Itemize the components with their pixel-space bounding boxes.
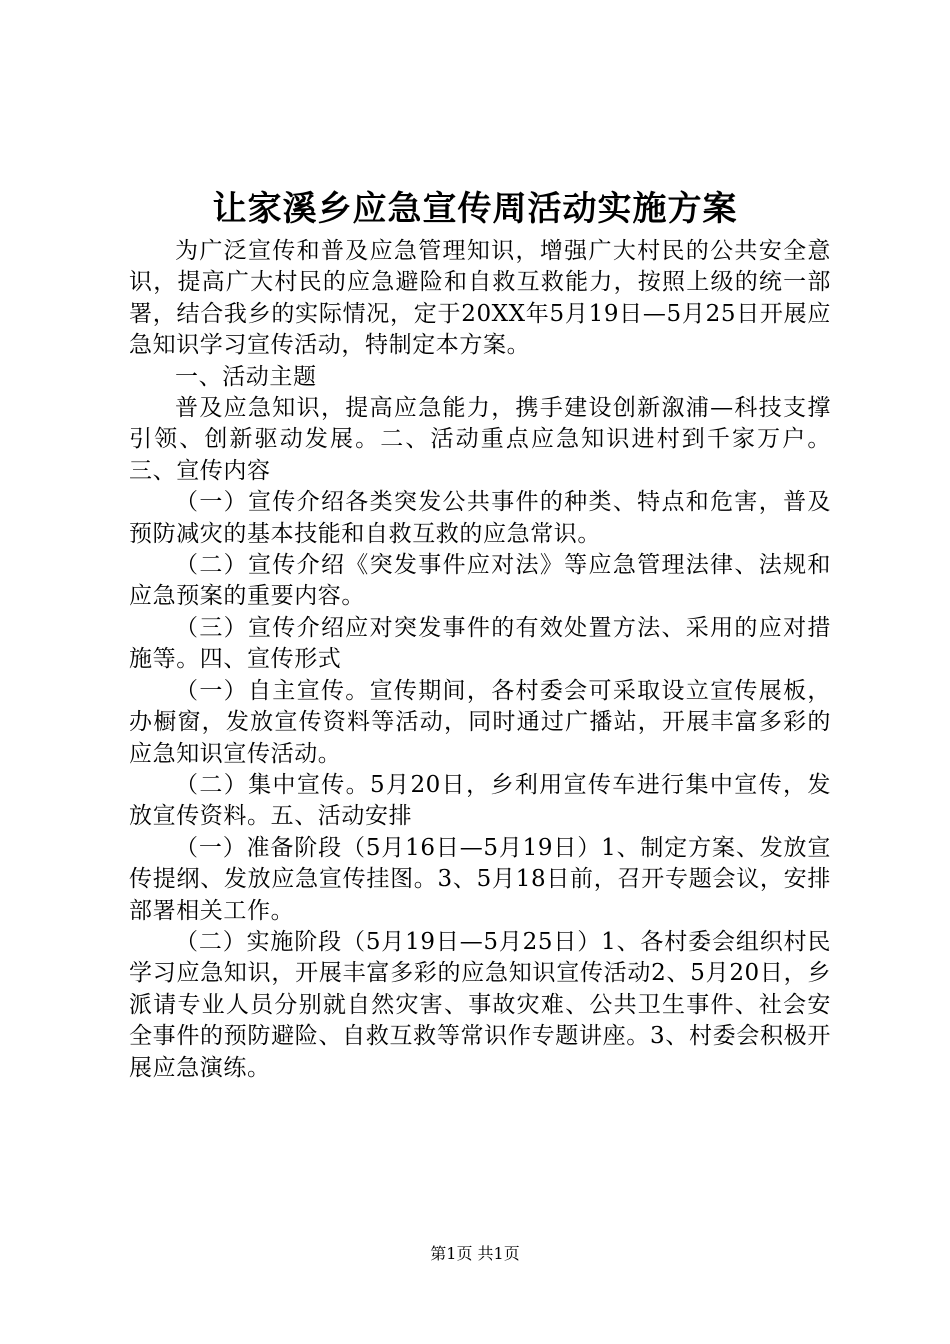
paragraph-section-1-heading: 一、活动主题	[175, 363, 317, 390]
paragraph-content-1: （一）宣传介绍各类突发公共事件的种类、特点和危害，普及预防减灾的基本技能和自救互救的应急常识。	[129, 489, 831, 547]
paragraph-schedule-1: （一）准备阶段（5月16日—5月19日）1、制定方案、发放宣传提纲、发放应急宣传挂图。3、5月18日前，召开专题会议，安排部署相关工作。	[129, 834, 831, 924]
paragraph-form-1: （一）自主宣传。宣传期间，各村委会可采取设立宣传展板，办橱窗，发放宣传资料等活动，同时通过广播站，开展丰富多彩的应急知识宣传活动。	[129, 677, 831, 767]
paragraph-content-3: （三）宣传介绍应对突发事件的有效处置方法、采用的应对措施等。四、宣传形式	[129, 614, 831, 673]
document-title: 让家溪乡应急宣传周活动实施方案	[212, 189, 738, 229]
paragraph-form-2: （二）集中宣传。5月20日，乡利用宣传车进行集中宣传，发放宣传资料。五、活动安排	[129, 771, 831, 830]
paragraph-content-2: （二）宣传介绍《突发事件应对法》等应急管理法律、法规和应急预案的重要内容。	[129, 552, 831, 610]
page-number-footer: 第1页 共1页	[430, 1244, 520, 1263]
paragraph-intro: 为广泛宣传和普及应急管理知识，增强广大村民的公共安全意识，提高广大村民的应急避险和自救互救能力，按照上级的统一部署，结合我乡的实际情况，定于20XX年5月19日—5月25日开展应急知识学习宣传活动，特制定本方案。	[129, 238, 831, 359]
paragraph-theme: 普及应急知识，提高应急能力，携手建设创新溆浦—科技支撑引领、创新驱动发展。二、活动重点应急知识进村到千家万户。三、宣传内容	[129, 395, 831, 484]
document-body	[129, 236, 831, 1084]
paragraph-schedule-2: （二）实施阶段（5月19日—5月25日）1、各村委会组织村民学习应急知识，开展丰富多彩的应急知识宣传活动2、5月20日，乡派请专业人员分别就自然灾害、事故灾难、公共卫生事件、社会安全事件的预防避险、自救互救等常识作专题讲座。3、村委会积极开展应急演练。	[129, 928, 831, 1081]
